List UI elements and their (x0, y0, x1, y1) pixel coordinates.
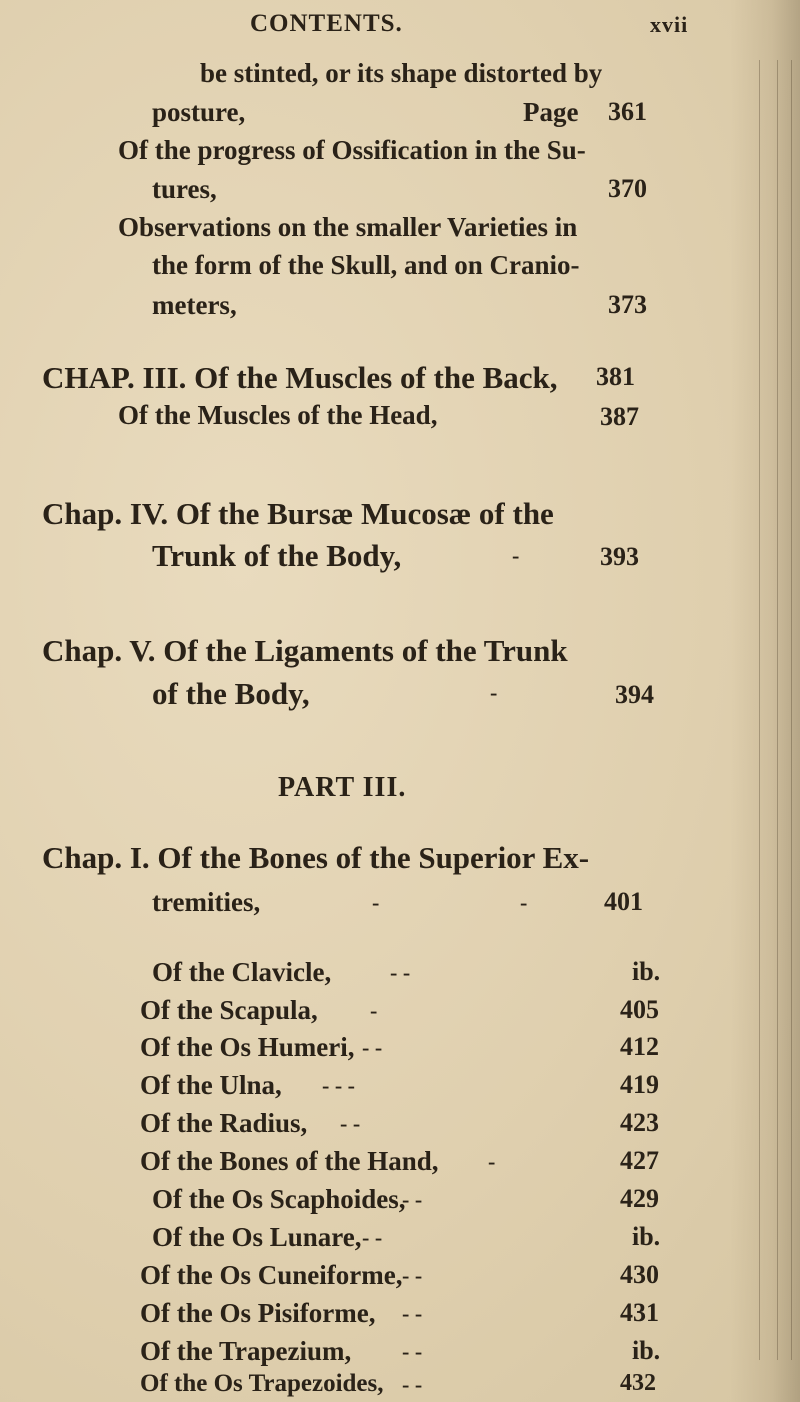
list-item-label: Of the Os Lunare, (152, 1222, 362, 1252)
leader-dash: - (512, 543, 520, 568)
entry-line: the form of the Skull, and on Cranio- (152, 250, 580, 280)
leader-dash: - - (340, 1111, 361, 1136)
running-title: CONTENTS. (250, 10, 403, 37)
list-item-label: Of the Bones of the Hand, (140, 1146, 439, 1176)
page-ref: 373 (608, 290, 647, 319)
page-ref: 412 (620, 1032, 659, 1061)
page-ref: ib. (632, 957, 661, 986)
list-item-label: Of the Os Scaphoides, (152, 1184, 406, 1214)
list-item-label: Of the Os Cuneiforme, (140, 1260, 403, 1290)
page-ref: ib. (632, 1222, 661, 1251)
chapter-heading: CHAP. III. Of the Muscles of the Back, (42, 360, 558, 395)
page-ref: 405 (620, 995, 659, 1024)
page-ref: 394 (615, 680, 654, 709)
page-ref: 430 (620, 1260, 659, 1289)
edge-line (777, 60, 778, 1360)
page-ref: 393 (600, 542, 639, 571)
leader-dash: - (372, 890, 380, 915)
leader-dash: - - (402, 1187, 423, 1212)
page-ref: 429 (620, 1184, 659, 1213)
list-item-label: Of the Ulna, (140, 1070, 282, 1100)
leader-dash: - - (402, 1339, 423, 1364)
page-ref: 387 (600, 402, 639, 431)
entry-line: tremities, (152, 887, 261, 917)
page-number: xvii (650, 12, 689, 37)
edge-line (759, 60, 760, 1360)
leader-dash: - - (390, 960, 411, 985)
leader-dash: - (370, 998, 378, 1023)
entry-line: meters, (152, 290, 237, 320)
leader-dash: - - (402, 1372, 423, 1397)
entry-line: tures, (152, 174, 217, 204)
list-item-label: Of the Clavicle, (152, 957, 332, 987)
entry-line: Of the Muscles of the Head, (118, 400, 438, 430)
list-item-label: Of the Os Pisiforme, (140, 1298, 376, 1328)
page-edge (730, 0, 800, 1402)
chapter-heading: Chap. V. Of the Ligaments of the Trunk (42, 633, 568, 668)
page-ref: ib. (632, 1336, 661, 1365)
list-item-label: Of the Os Humeri, (140, 1032, 355, 1062)
page-ref: 381 (596, 362, 635, 391)
leader-dash: - - (362, 1225, 383, 1250)
entry-line: posture, (152, 97, 246, 127)
page-ref: 427 (620, 1146, 659, 1175)
chapter-heading: Chap. I. Of the Bones of the Superior Ex- (42, 840, 590, 875)
entry-line: of the Body, (152, 676, 310, 711)
leader-dash: - - (402, 1301, 423, 1326)
leader-dash: - (520, 890, 528, 915)
list-item-label: Of the Os Trapezoides, (140, 1370, 384, 1397)
list-item-label: Of the Scapula, (140, 995, 318, 1025)
chapter-heading: Chap. IV. Of the Bursæ Mucosæ of the (42, 496, 554, 531)
leader-dash: - (490, 680, 498, 705)
page-ref: 361 (608, 97, 647, 126)
entry-line: Of the progress of Ossification in the Su- (118, 135, 586, 165)
leader-dash: - (488, 1149, 496, 1174)
list-item-label: Of the Trapezium, (140, 1336, 352, 1366)
leader-dash: - - - (322, 1073, 355, 1098)
leader-dash: - - (362, 1035, 383, 1060)
page-ref: 431 (620, 1298, 659, 1327)
page-label: Page (523, 97, 579, 127)
edge-line (791, 60, 792, 1360)
page-ref: 419 (620, 1070, 659, 1099)
entry-line: Observations on the smaller Varieties in (118, 212, 578, 242)
entry-line: be stinted, or its shape distorted by (200, 58, 603, 88)
leader-dash: - - (402, 1263, 423, 1288)
page-ref: 423 (620, 1108, 659, 1137)
page-ref: 401 (604, 887, 643, 916)
list-item-label: Of the Radius, (140, 1108, 308, 1138)
part-heading: PART III. (278, 772, 407, 803)
page-ref: 370 (608, 174, 647, 203)
page-ref: 432 (620, 1370, 656, 1396)
entry-line: Trunk of the Body, (152, 538, 402, 573)
